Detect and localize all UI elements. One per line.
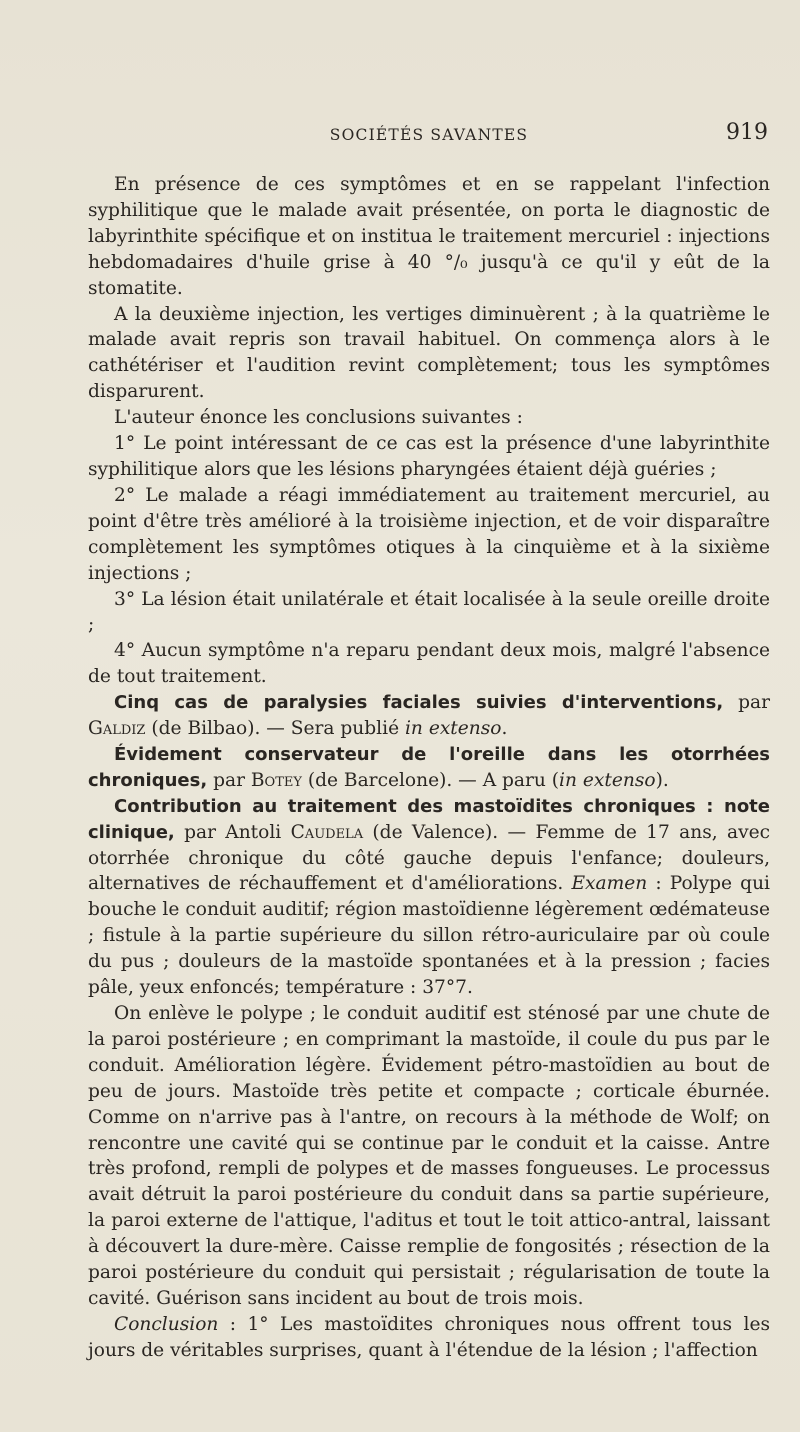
author-name: Caudela	[290, 821, 364, 843]
entry-title: Cinq cas de paralysies faciales suivies d'interventions,	[114, 692, 724, 714]
entry-title: Évidement conservateur de l'oreille dans les otorrhées chroniques,	[88, 743, 770, 791]
paragraph: L'auteur énonce les conclusions suivantes :	[114, 407, 523, 429]
examen-label: Examen	[571, 873, 648, 895]
author-name: Galdiz	[88, 718, 146, 740]
conclusion-item: 1° Le point intéressant de ce cas est la présence d'une labyrinthite syphilitique alors que les lésions pharyngées étaient déjà guéries ;	[88, 433, 770, 480]
entry-caudela: Contribution au traitement des mastoïdites chroniques : note clinique, par Antoli Caudela (de Valence). — Femme de 17 ans, avec otorrhée chronique du côté gauche depuis l'enfance; douleurs, alternatives de réchauffement et d'améliorations. Examen : Polype qui bouche le conduit auditif; région mastoïdienne légèrement œdémateuse ; fistule à la partie supérieure du sillon rétro-auriculaire par où coule du pus ; douleurs de la mastoïde spontanées et à la pression ; facies pâle, yeux enfoncés; température : 37°7.	[88, 795, 771, 999]
author-name: Botey	[250, 769, 302, 791]
conclusion-item: 4° Aucun symptôme n'a reparu pendant deux mois, malgré l'absence de tout traitement.	[88, 640, 770, 688]
page-number: 919	[726, 120, 768, 145]
conclusion-item: 2° Le malade a réagi immédiatement au traitement mercuriel, au point d'être très amélioré à la troisième injection, et de voir disparaître complètement les symptômes otiques à la cinquième et à la sixième injections ;	[88, 484, 770, 584]
conclusion-item: 3° La lésion était unilatérale et était localisée à la seule oreille droite ;	[88, 588, 770, 636]
conclusion-paragraph: Conclusion : 1° Les mastoïdites chroniques nous offrent tous les jours de véritables surprises, quant à l'étendue de la lésion ; l'affection	[88, 1313, 770, 1361]
entry-botey: Évidement conservateur de l'oreille dans les otorrhées chroniques, par Botey (de Barcelone). — A paru (in extenso).	[88, 743, 770, 791]
entry-galdiz: Cinq cas de paralysies faciales suivies d'interventions, par Galdiz (de Bilbao). — Sera publié in extenso.	[88, 692, 770, 740]
running-head: SOCIÉTÉS SAVANTES	[329, 126, 529, 144]
body-text	[88, 172, 770, 1364]
paragraph: En présence de ces symptômes et en se rappelant l'infection syphilitique que le malade avait présentée, on porta le diagnostic de labyrinthite spécifique et on institua le traitement mercuriel : injections hebdomadaires d'huile grise à 40 °/₀ jusqu'à ce qu'il y eût de la stomatite.	[88, 174, 770, 299]
paragraph: On enlève le polype ; le conduit auditif est sténosé par une chute de la paroi postérieure ; en comprimant la mastoïde, il coule du pus par le conduit. Amélioration légère. Évidement pétro-mastoïdien au bout de peu de jours. Mastoïde très petite et compacte ; corticale éburnée. Comme on n'arrive pas à l'antre, on recours à la méthode de Wolf; on rencontre une cavité qui se continue par le conduit et la caisse. Antre très profond, rempli de polypes et de masses fongueuses. Le processus avait détruit la paroi postérieure du conduit dans sa partie supérieure, la paroi externe de l'attique, l'aditus et tout le toit attico-antral, laissant à découvert la dure-mère. Caisse remplie de fongosités ; résection de la paroi postérieure du conduit qui persistait ; régularisation de toute la cavité. Guérison sans incident au bout de trois mois.	[88, 1003, 770, 1309]
paragraph: A la deuxième injection, les vertiges diminuèrent ; à la quatrième le malade avait repris son travail habituel. On commença alors à le cathétériser et l'audition revint complètement; tous les symptômes disparurent.	[88, 303, 770, 403]
entry-title: Contribution au traitement des mastoïdites chroniques : note clinique,	[88, 795, 770, 843]
conclusion-label: Conclusion	[114, 1313, 219, 1335]
page-header	[88, 118, 770, 158]
